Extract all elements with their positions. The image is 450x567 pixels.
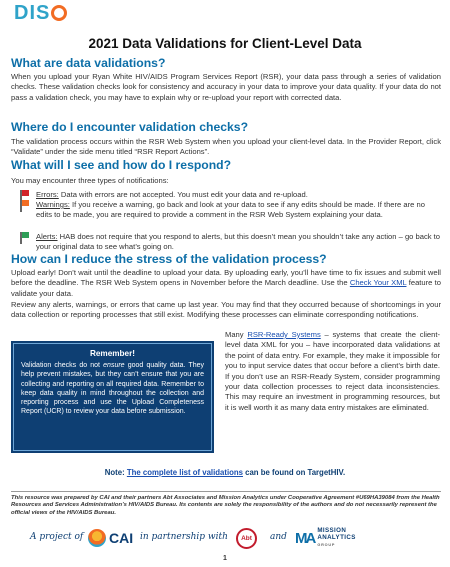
note-start: Note: (104, 468, 127, 477)
para-see-intro: You may encounter three types of notifications: (11, 176, 169, 185)
heading-what: What are data validations? (11, 56, 166, 70)
abt-logo-text: Abt (241, 535, 252, 542)
notification-alerts (36, 232, 440, 252)
note-end: can be found on TargetHIV. (242, 468, 346, 477)
cai-logo-text: CAI (109, 530, 134, 546)
heading-where: Where do I encounter validation checks? (11, 120, 249, 134)
remember-callout (11, 341, 214, 453)
para-reduce-1-end: feature to validate your data. (11, 278, 441, 298)
para-where: The validation process occurs within the RSR Web System when you upload your client-level data. In the Provider Report, click “Validate” under the side menu titled “RSR Report Actions”. (11, 137, 441, 157)
heading-reduce: How can I reduce the stress of the validation process? (11, 252, 327, 266)
callout-body-start: Validation checks do not (21, 362, 104, 369)
logo-text: DIS (14, 1, 51, 24)
disclaimer: This resource was prepared by CAI and their partners Abt Associates and Mission Analytics under Cooperative Agreement #U69HA39084 from the Health Resources and Services Administration’s HIV/AIDS Bureau. Its contents are solely the responsibility of the authors and do not necessarily represent the official views of the HIV/AIDS Bureau. (11, 495, 440, 516)
heading-see: What will I see and how do I respond? (11, 158, 232, 172)
callout-body (21, 361, 204, 417)
and-text: and (270, 532, 287, 542)
ma-line-1: MISSION (317, 527, 347, 534)
notification-warnings-text: If you receive a warning, go back and look at your data to see if any edits should be made. If there are no edits to be made, you are required to provide a comment in the RSR Web System explaining your data. (36, 200, 425, 220)
complete-list-link[interactable]: The complete list of validations (126, 468, 243, 477)
notification-errors (36, 190, 440, 200)
para-rsr-ready (225, 330, 440, 413)
cai-logo (88, 529, 133, 547)
rsr-ready-systems-link[interactable]: RSR-Ready Systems (247, 330, 321, 339)
divider (11, 491, 441, 492)
page-number: 1 (223, 555, 227, 562)
notification-errors-text: Data with errors are not accepted. You must edit your data and re-upload. (58, 190, 308, 199)
callout-body-end: good quality data. They help prevent mistakes, but they can’t ensure that you are collecting and reporting on all required data. Remember to keep data quality in mind throughout the collection and reporting process and use the Upload Completeness Report (UCR) to review your data before submission. (21, 362, 204, 416)
check-your-xml-link[interactable]: Check Your XML (349, 278, 407, 288)
notification-errors-label: Errors: (36, 190, 59, 199)
orange-flag-icon (20, 200, 30, 212)
notification-warnings-label: Warnings: (36, 200, 70, 209)
ma-logo-text (317, 528, 355, 548)
para-reduce-2: Review any alerts, warnings, or errors that came up last year. You may find that they occurred because of shortcomings in your data collection or reporting processes that still exist. Modifying these processes can eliminate corresponding notifications. (11, 300, 441, 320)
ma-line-3: GROUP (317, 542, 336, 547)
para-reduce-1-start: Upload early! Don’t wait until the deadline to upload your data. By uploading early, you’ll have time to fix issues and submit well before the deadline. The RSR Web System opens in November before the March deadline. Use the (11, 268, 441, 288)
cai-sun-icon (88, 529, 106, 547)
mission-analytics-logo (295, 528, 356, 548)
project-of-text: A project of (30, 532, 84, 542)
callout-title: Remember! (89, 349, 136, 358)
green-flag-icon (20, 232, 30, 244)
ma-line-2: ANALYTICS (317, 533, 356, 541)
partnership-text: in partnership with (140, 532, 228, 542)
para-reduce-1 (11, 268, 441, 299)
ma-mark-icon: MA (295, 529, 315, 547)
para-rsr-ready-start: Many (225, 330, 248, 339)
abt-logo (236, 528, 257, 549)
page-title: 2021 Data Validations for Client-Level Data (88, 36, 362, 51)
notification-alerts-text: HAB does not require that you respond to alerts, but this doesn’t mean you shouldn’t take any action – go back to your original data to see what’s going on. (36, 232, 440, 252)
partner-footer (0, 524, 450, 552)
notification-warnings (36, 200, 440, 220)
callout-body-emphasis: ensure (103, 362, 125, 369)
para-rsr-ready-end: – systems that create the client-level data XML for you – have incorporated data validations at the point of data entry. For example, they make it impossible for you to input service dates that occur before a client’s birth date. If you don’t use an RSR-Ready System, consider programming your data collection processes to reject data inconsistencies. This may require an investment in programming resources, but it is well worth it as many data entry mistakes are eliminated. (225, 330, 440, 412)
para-what: When you upload your Ryan White HIV/AIDS Program Services Report (RSR), your data pass through a series of validation checks. These validation checks look for consistency and accuracy in your data to improve your data quality. If your data do not pass a validation check, you may have to explain why or re-upload your report with corrected data. (11, 72, 441, 102)
disq-logo (14, 2, 67, 24)
logo-ring-icon (51, 5, 67, 21)
notification-alerts-label: Alerts: (36, 232, 58, 241)
validations-note (0, 468, 450, 477)
